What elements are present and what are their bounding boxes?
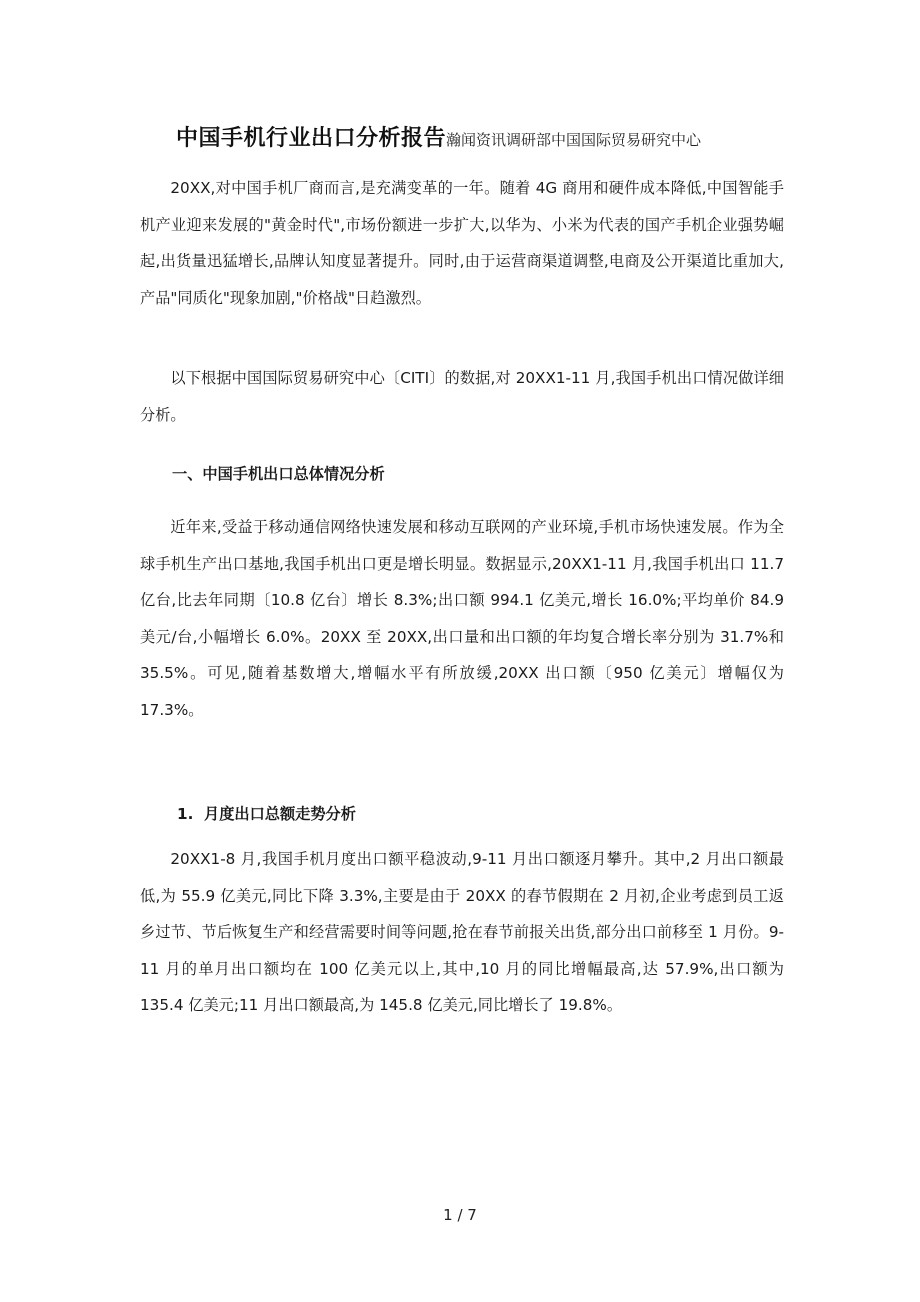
data-source-paragraph: 以下根据中国国际贸易研究中心〔CITI〕的数据,对 20XX1-11 月,我国手机出口情况做详细分析。 <box>140 369 784 424</box>
page-indicator: 1 / 7 <box>443 1206 477 1224</box>
subsection-title: 月度出口总额走势分析 <box>204 805 356 823</box>
monthly-paragraph: 20XX1-8 月,我国手机月度出口额平稳波动,9-11 月出口额逐月攀升。其中,2 月出口额最低,为 55.9 亿美元,同比下降 3.3%,主要是由于 20XX 的春节假期在 2 月初,企业考虑到员工返乡过节、节后恢复生产和经营需要时间等问题,抢在春节前报关出货,部分出口前移至 1 月份。9-11 月的单月出口额均在 100 亿美元以上,其中,10 月的同比增幅最高,达 57.9%,出口额为 135.4 亿美元;11 月出口额最高,为 145.8 亿美元,同比增长了 19.8%。 <box>140 850 784 1014</box>
subsection-number: 1. <box>177 805 194 823</box>
source-org: 瀚闻资讯调研部 <box>446 131 552 149</box>
subsection-heading-monthly <box>177 796 356 832</box>
section-heading-overview: 一、中国手机出口总体情况分析 <box>172 465 385 483</box>
intro-paragraph: 20XX,对中国手机厂商而言,是充满变革的一年。随着 4G 商用和硬件成本降低,中国智能手机产业迎来发展的"黄金时代",市场份额进一步扩大,以华为、小米为代表的国产手机企业强势崛起,出货量迅猛增长,品牌认知度显著提升。同时,由于运营商渠道调整,电商及公开渠道比重加大,产品"同质化"现象加剧,"价格战"日趋激烈。 <box>140 179 784 307</box>
overview-paragraph: 近年来,受益于移动通信网络快速发展和移动互联网的产业环境,手机市场快速发展。作为全球手机生产出口基地,我国手机出口更是增长明显。数据显示,20XX1-11 月,我国手机出口 11.7 亿台,比去年同期〔10.8 亿台〕增长 8.3%;出口额 994.1 亿美元,增长 16.0%;平均单价 84.9 美元/台,小幅增长 6.0%。20XX 至 20XX,出口量和出口额的年均复合增长率分别为 31.7%和 35.5%。可见,随着基数增大,增幅水平有所放缓,20XX 出口额〔950 亿美元〕增幅仅为 17.3%。 <box>140 518 784 719</box>
source-center: 中国国际贸易研究中心 <box>551 131 702 149</box>
document-title: 中国手机行业出口分析报告 <box>176 126 447 151</box>
title-line <box>176 124 701 155</box>
